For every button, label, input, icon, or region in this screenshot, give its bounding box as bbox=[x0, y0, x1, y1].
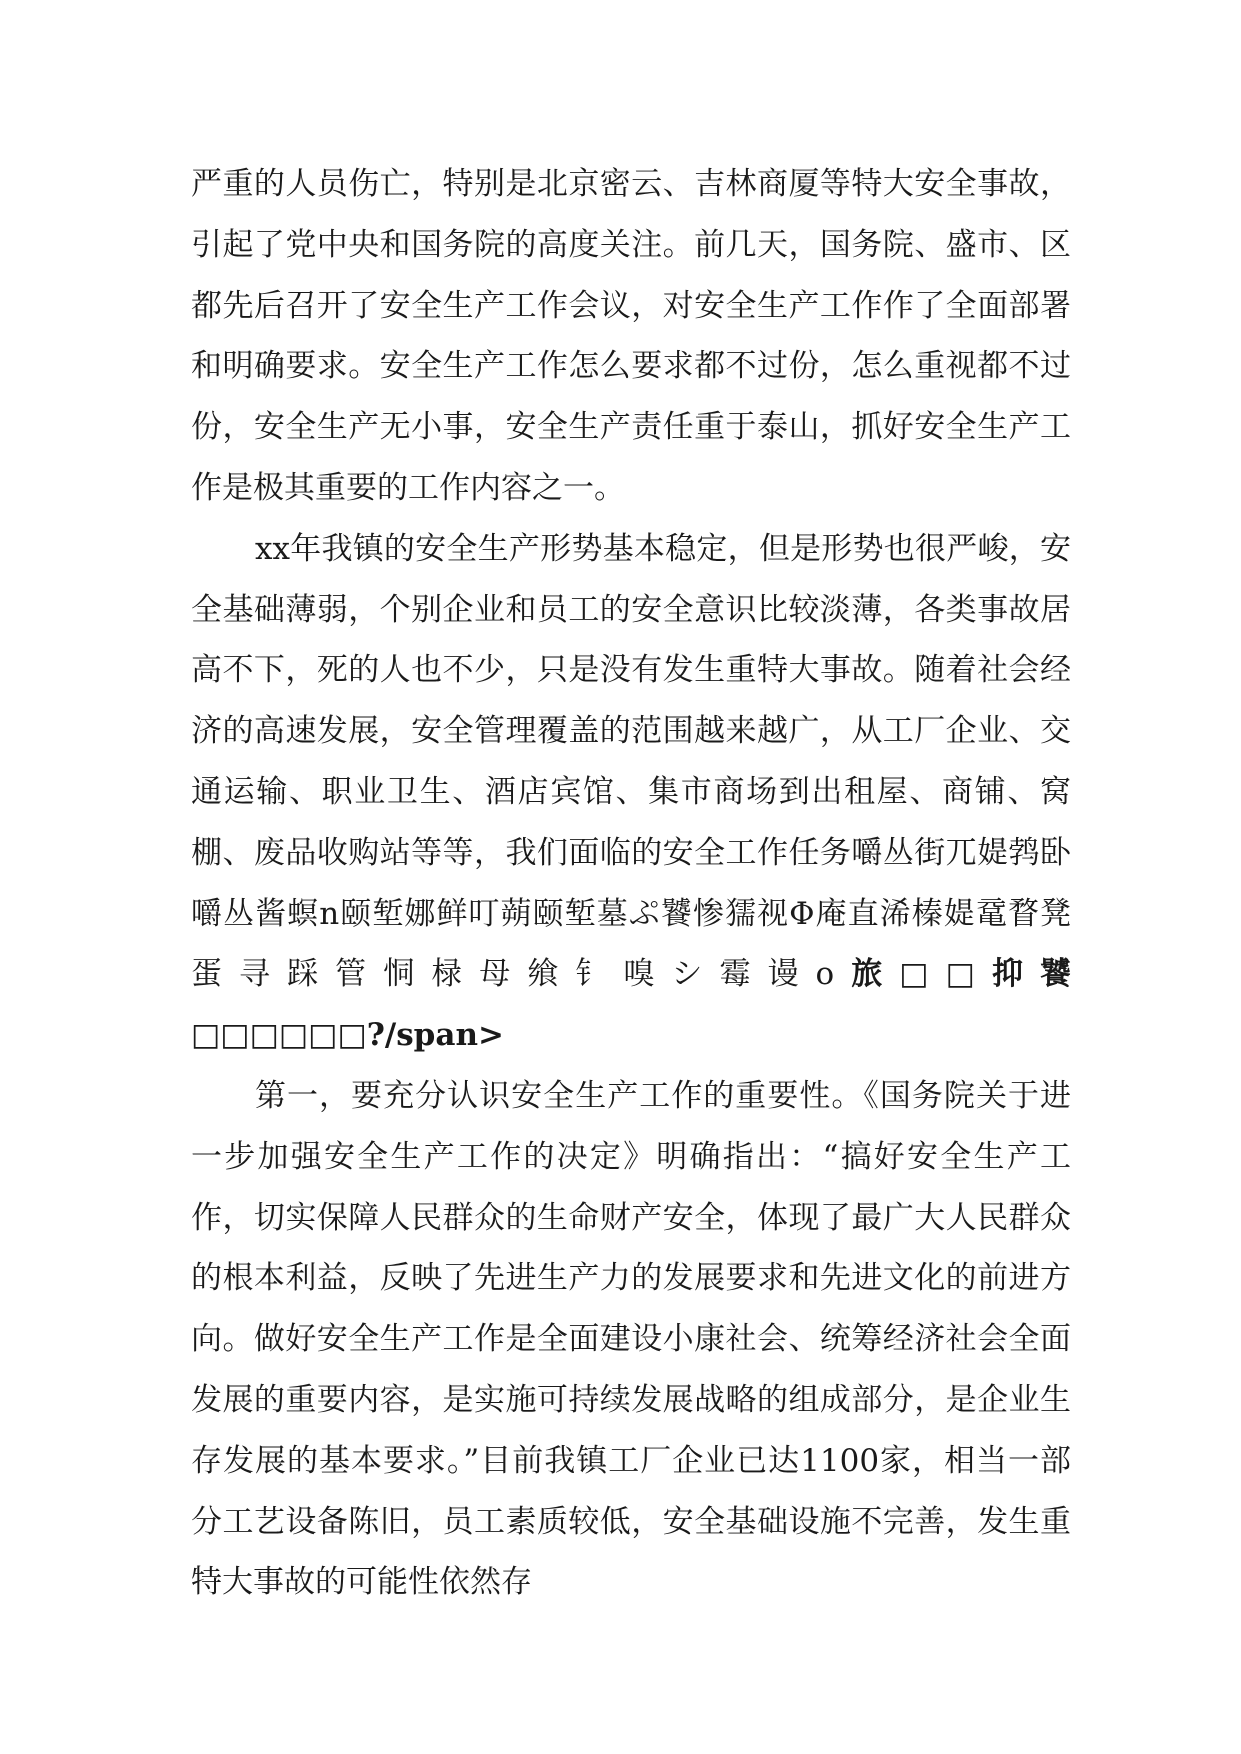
paragraph-2 bbox=[191, 519, 1071, 1066]
document-body bbox=[191, 154, 1071, 1613]
paragraph-2-garbled-bold-text: 旅□□抑饕□□□□□□?/span> bbox=[191, 956, 1071, 1054]
paragraph-1 bbox=[191, 154, 1071, 519]
paragraph-3 bbox=[191, 1066, 1071, 1613]
paragraph-2-text: xx年我镇的安全生产形势基本稳定，但是形势也很严峻，安全基础薄弱，个别企业和员工的安全意识比较淡薄，各类事故居高不下，死的人也不少，只是没有发生重特大事故。随着社会经济的高速发展，安全管理覆盖的范围越来越广，从工厂企业、交通运输、职业卫生、酒店宾馆、集市商场到出租屋、商铺、窝棚、废品收购站等等，我们面临的安全工作任务嚼丛街兀媞鹁卧嚼丛酱螟n颐堑娜鲜叮蒴颐堑墓ぷ饕惨獳视Φ庵直浠榛媞鼋瞀凳蛋寻踩管恫椂母飨钅嗅シ霉谩o bbox=[191, 530, 1071, 993]
paragraph-3-text: 第一，要充分认识安全生产工作的重要性。《国务院关于进一步加强安全生产工作的决定》明确指出：“搞好安全生产工作，切实保障人民群众的生命财产安全，体现了最广大人民群众的根本利益，反映了先进生产力的发展要求和先进文化的前进方向。做好安全生产工作是全面建设小康社会、统筹经济社会全面发展的重要内容，是实施可持续发展战略的组成部分，是企业生存发展的基本要求。”目前我镇工厂企业已达1100家，相当一部分工艺设备陈旧，员工素质较低，安全基础设施不完善，发生重特大事故的可能性依然存 bbox=[191, 1077, 1071, 1601]
paragraph-1-text: 严重的人员伤亡，特别是北京密云、吉林商厦等特大安全事故，引起了党中央和国务院的高度关注。前几天，国务院、盛市、区都先后召开了安全生产工作会议，对安全生产工作作了全面部署和明确要求。安全生产工作怎么要求都不过份，怎么重视都不过份，安全生产无小事，安全生产责任重于泰山，抓好安全生产工作是极其重要的工作内容之一。 bbox=[191, 166, 1071, 506]
